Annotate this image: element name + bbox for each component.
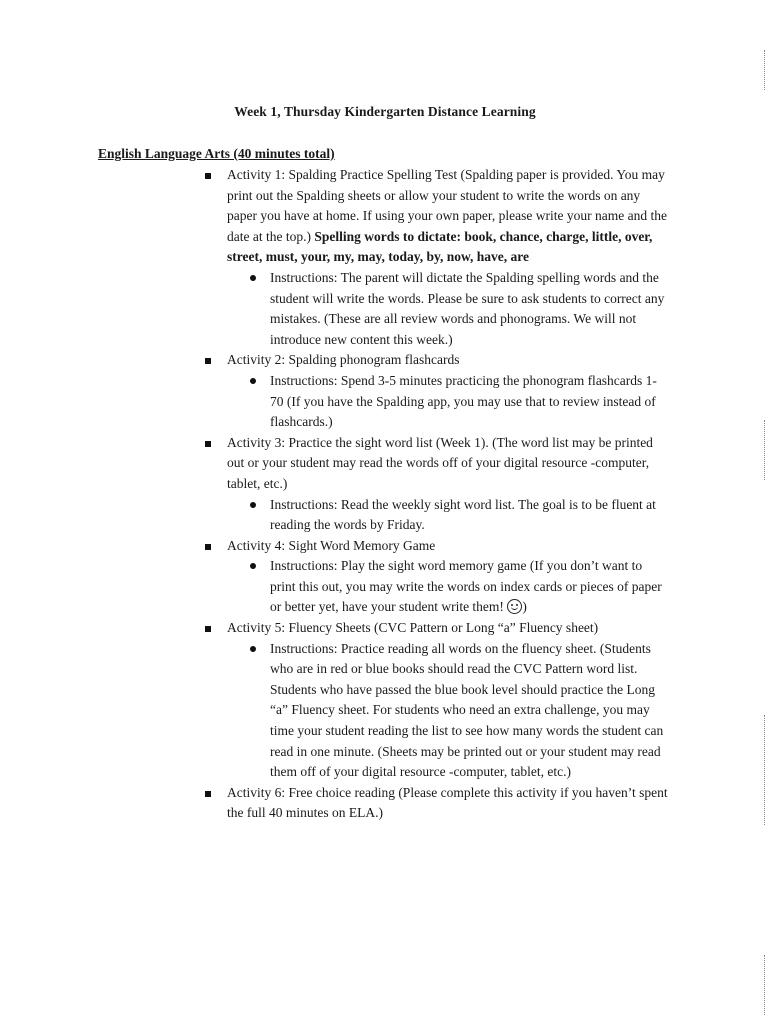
scan-edge-mark bbox=[764, 955, 766, 1015]
smiley-suffix: ) bbox=[522, 599, 527, 615]
instruction-list bbox=[227, 371, 670, 433]
instruction-item bbox=[270, 268, 670, 350]
square-bullet-icon bbox=[205, 791, 211, 797]
instruction-item bbox=[270, 556, 670, 618]
spelling-words: Spelling words to dictate: book, chance, charge, little, over, street, must, your, my, may, today, by, now, have, are bbox=[227, 228, 653, 265]
square-bullet-icon bbox=[205, 441, 211, 447]
activity-text: Activity 2: Spalding phonogram flashcards bbox=[227, 352, 460, 368]
activity-text: Activity 6: Free choice reading (Please complete this activity if you haven’t spent the full 40 minutes on ELA.) bbox=[227, 784, 668, 821]
section-heading: English Language Arts (40 minutes total) bbox=[98, 146, 335, 161]
instruction-item bbox=[270, 639, 670, 783]
instruction-list bbox=[227, 268, 670, 350]
instruction-list bbox=[227, 639, 670, 783]
square-bullet-icon bbox=[205, 626, 211, 632]
activity-item bbox=[200, 433, 670, 536]
smiley-face-icon bbox=[507, 599, 522, 614]
instruction-text: Instructions: Read the weekly sight word list. The goal is to be fluent at reading the words by Friday. bbox=[270, 496, 656, 533]
scan-edge-mark bbox=[764, 50, 766, 90]
round-bullet-icon bbox=[250, 646, 256, 652]
activity-item bbox=[200, 618, 670, 783]
activity-text: Activity 1: Spalding Practice Spelling Test (Spalding paper is provided. You may print out the Spalding sheets or allow your student to write the words on any paper you have at home. If using your own paper, please write your name and the date at the top.) bbox=[227, 167, 667, 244]
activity-text: Activity 5: Fluency Sheets (CVC Pattern or Long “a” Fluency sheet) bbox=[227, 620, 599, 636]
round-bullet-icon bbox=[250, 378, 256, 384]
activity-text: Activity 4: Sight Word Memory Game bbox=[227, 537, 436, 553]
activity-text: Activity 3: Practice the sight word list (Week 1). (The word list may be printed out or your student may read the words off of your digital resource -computer, tablet, etc.) bbox=[227, 434, 653, 491]
activity-item bbox=[200, 165, 670, 350]
scan-edge-mark bbox=[764, 420, 766, 480]
activity-item bbox=[200, 350, 670, 432]
square-bullet-icon bbox=[205, 173, 211, 179]
round-bullet-icon bbox=[250, 275, 256, 281]
square-bullet-icon bbox=[205, 544, 211, 550]
instruction-text: Instructions: The parent will dictate the Spalding spelling words and the student will write the words. Please be sure to ask students to correct any mistakes. (These are all review words and phonograms. We will not introduce new content this week.) bbox=[270, 269, 665, 347]
activity-item bbox=[200, 536, 670, 618]
scan-edge-mark bbox=[764, 715, 766, 825]
page-title: Week 1, Thursday Kindergarten Distance Learning bbox=[234, 104, 536, 119]
activity-list-container bbox=[200, 165, 670, 824]
instruction-list bbox=[227, 556, 670, 618]
instruction-item bbox=[270, 495, 670, 536]
instruction-list bbox=[227, 495, 670, 536]
round-bullet-icon bbox=[250, 502, 256, 508]
round-bullet-icon bbox=[250, 563, 256, 569]
instruction-item bbox=[270, 371, 670, 433]
instruction-text: Instructions: Practice reading all words on the fluency sheet. (Students who are in red or blue books should read the CVC Pattern word list. Students who have passed the blue book level should practice the Long “a” Fluency sheet. For students who need an extra challenge, you may time your student reading the list to see how many words the student can read in one minute. (Sheets may be printed out or your student may read them off of your digital resource -computer, tablet, etc.) bbox=[270, 640, 664, 780]
square-bullet-icon bbox=[205, 358, 211, 364]
activity-item bbox=[200, 783, 670, 824]
instruction-text: Instructions: Spend 3-5 minutes practicing the phonogram flashcards 1-70 (If you have the Spalding app, you may use that to review instead of flashcards.) bbox=[270, 372, 657, 430]
instruction-text: Instructions: Play the sight word memory game (If you don’t want to print this out, you may write the words on index cards or pieces of paper or better yet, have your student write them! bbox=[270, 558, 662, 615]
activity-list bbox=[200, 165, 670, 824]
